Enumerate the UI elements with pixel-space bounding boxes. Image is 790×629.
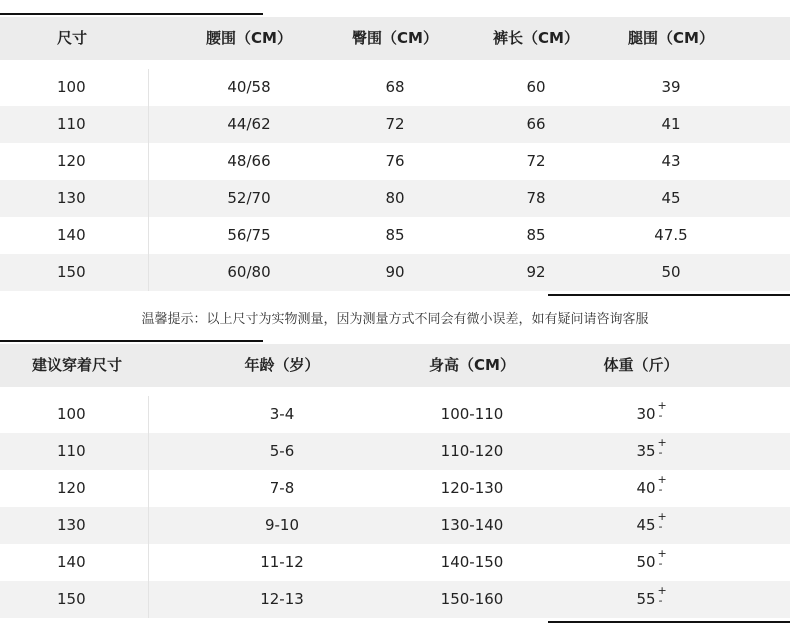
table1-cell-waist: 40/58 bbox=[227, 78, 271, 96]
table1-cell-length: 72 bbox=[526, 152, 546, 170]
table1-cell-thigh: 45 bbox=[661, 189, 681, 207]
table2-header-age: 年龄（岁） bbox=[244, 356, 320, 374]
table-row bbox=[0, 69, 790, 106]
table1-cell-waist: 60/80 bbox=[227, 263, 271, 281]
table2-cell-age: 3-4 bbox=[269, 405, 295, 423]
table2-header-size: 建议穿着尺寸 bbox=[32, 356, 123, 374]
table2-cell-weight bbox=[636, 507, 665, 544]
table2-weight-value: 55 bbox=[636, 590, 656, 608]
table-row bbox=[0, 470, 790, 507]
table1-cell-thigh: 43 bbox=[661, 152, 681, 170]
table1-cell-hip: 80 bbox=[385, 189, 405, 207]
table1-cell-length: 85 bbox=[526, 226, 546, 244]
table2-cell-weight bbox=[636, 470, 665, 507]
table1-cell-size: 120 bbox=[57, 152, 86, 170]
table2-cell-size: 120 bbox=[57, 479, 86, 497]
table1-cell-hip: 90 bbox=[385, 263, 405, 281]
table1-header-length: 裤长（CM） bbox=[493, 29, 579, 47]
table1-body bbox=[0, 69, 790, 291]
table1-cell-waist: 44/62 bbox=[227, 115, 271, 133]
bar-under-table1-right bbox=[548, 294, 790, 296]
table1-header bbox=[0, 17, 790, 60]
table2-cell-age: 5-6 bbox=[269, 442, 295, 460]
table-row bbox=[0, 254, 790, 291]
table1-divider bbox=[148, 69, 149, 291]
table2-cell-age: 11-12 bbox=[260, 553, 304, 571]
table1-cell-size: 140 bbox=[57, 226, 86, 244]
table1-cell-length: 60 bbox=[526, 78, 546, 96]
table1-cell-thigh: 41 bbox=[661, 115, 681, 133]
table1-cell-size: 150 bbox=[57, 263, 86, 281]
measurement-note: 温馨提示：以上尺寸为实物测量，因为测量方式不同会有微小误差，如有疑问请咨询客服 bbox=[141, 312, 649, 327]
table1-cell-size: 100 bbox=[57, 78, 86, 96]
table1-header-hip: 臀围（CM） bbox=[352, 29, 438, 47]
table1-cell-length: 78 bbox=[526, 189, 546, 207]
bar-above-table2-left bbox=[0, 340, 263, 342]
table2-cell-weight bbox=[636, 396, 665, 433]
table2-weight-value: 30 bbox=[636, 405, 656, 423]
table2-cell-age: 9-10 bbox=[264, 516, 300, 534]
table2-cell-weight bbox=[636, 433, 665, 470]
table1-cell-thigh: 47.5 bbox=[654, 226, 688, 244]
table2-cell-weight bbox=[636, 581, 665, 618]
table-row bbox=[0, 581, 790, 618]
table2-cell-weight bbox=[636, 544, 665, 581]
table2-header bbox=[0, 344, 790, 387]
table2-cell-size: 150 bbox=[57, 590, 86, 608]
table2-body bbox=[0, 396, 790, 618]
table2-weight-value: 45 bbox=[636, 516, 656, 534]
plus-minus-icon bbox=[658, 554, 666, 568]
table-row bbox=[0, 433, 790, 470]
table-row bbox=[0, 143, 790, 180]
table1-cell-waist: 52/70 bbox=[227, 189, 271, 207]
table2-cell-height: 150-160 bbox=[440, 590, 504, 608]
table2-cell-age: 12-13 bbox=[260, 590, 304, 608]
table2-weight-value: 35 bbox=[636, 442, 656, 460]
plus-minus-icon bbox=[658, 480, 666, 494]
table1-cell-length: 66 bbox=[526, 115, 546, 133]
table-row bbox=[0, 544, 790, 581]
table2-cell-age: 7-8 bbox=[269, 479, 295, 497]
table1-header-size: 尺寸 bbox=[57, 29, 88, 47]
table1-cell-size: 110 bbox=[57, 115, 86, 133]
plus-minus-icon bbox=[658, 443, 666, 457]
table1-cell-thigh: 39 bbox=[661, 78, 681, 96]
table2-cell-size: 100 bbox=[57, 405, 86, 423]
table1-cell-hip: 85 bbox=[385, 226, 405, 244]
table1-cell-waist: 48/66 bbox=[227, 152, 271, 170]
table2-cell-height: 140-150 bbox=[440, 553, 504, 571]
table-row bbox=[0, 396, 790, 433]
table2-weight-value: 50 bbox=[636, 553, 656, 571]
table2-cell-height: 100-110 bbox=[440, 405, 504, 423]
table-row bbox=[0, 180, 790, 217]
table2-header-height: 身高（CM） bbox=[429, 356, 515, 374]
table-row bbox=[0, 507, 790, 544]
table-row bbox=[0, 106, 790, 143]
top-bar-left bbox=[0, 13, 263, 15]
table1-header-waist: 腰围（CM） bbox=[206, 29, 292, 47]
table1-cell-hip: 72 bbox=[385, 115, 405, 133]
table1-cell-waist: 56/75 bbox=[227, 226, 271, 244]
table1-cell-size: 130 bbox=[57, 189, 86, 207]
table1-cell-length: 92 bbox=[526, 263, 546, 281]
table1-cell-hip: 76 bbox=[385, 152, 405, 170]
table2-cell-height: 130-140 bbox=[440, 516, 504, 534]
table-row bbox=[0, 217, 790, 254]
table2-cell-size: 140 bbox=[57, 553, 86, 571]
plus-minus-icon bbox=[658, 517, 666, 531]
plus-minus-icon bbox=[658, 406, 666, 420]
table2-cell-height: 110-120 bbox=[440, 442, 504, 460]
table2-cell-height: 120-130 bbox=[440, 479, 504, 497]
table2-cell-size: 110 bbox=[57, 442, 86, 460]
table1-cell-thigh: 50 bbox=[661, 263, 681, 281]
table2-header-weight: 体重（斤） bbox=[603, 356, 679, 374]
table1-cell-hip: 68 bbox=[385, 78, 405, 96]
table2-cell-size: 130 bbox=[57, 516, 86, 534]
plus-minus-icon bbox=[658, 591, 666, 605]
table1-header-thigh: 腿围（CM） bbox=[628, 29, 714, 47]
table2-divider bbox=[148, 396, 149, 618]
bar-bottom-right bbox=[548, 621, 790, 623]
table2-weight-value: 40 bbox=[636, 479, 656, 497]
